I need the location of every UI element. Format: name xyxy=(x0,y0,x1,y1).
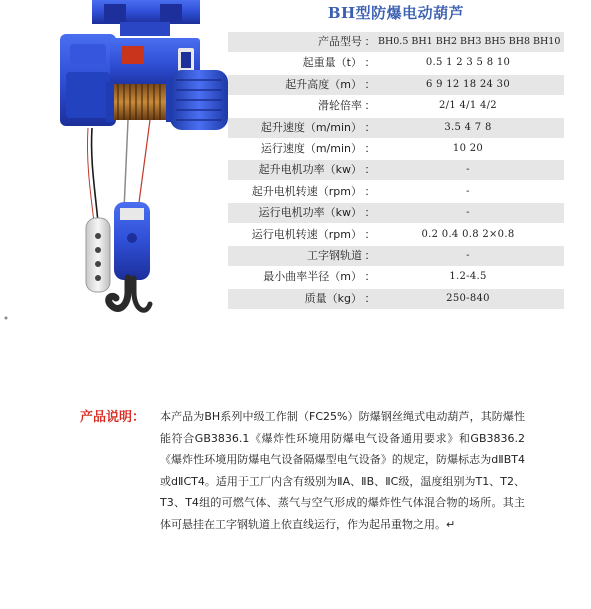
wire-rope xyxy=(124,120,128,210)
spec-label: 运行电机功率（kw） xyxy=(258,206,362,220)
description-label: 产品说明： xyxy=(80,410,146,425)
spec-value: 2/1 4/1 4/2 xyxy=(439,100,497,112)
spec-separator: ： xyxy=(364,56,376,70)
spec-label: 起升速度（m/min） xyxy=(260,120,362,134)
spec-separator: ： xyxy=(364,120,376,134)
spec-value: 250-840 xyxy=(446,292,490,304)
spec-row xyxy=(228,289,564,309)
spec-label: 起升电机功率（kw） xyxy=(258,163,362,177)
spec-value: 3.5 4 7 8 xyxy=(444,121,492,133)
spec-value: 1.2-4.5 xyxy=(449,271,487,283)
spec-row xyxy=(228,203,564,223)
spec-label: 起升电机转速（rpm） xyxy=(251,184,362,198)
spec-separator: ： xyxy=(364,141,376,155)
spec-separator: ： xyxy=(364,227,376,241)
spec-label: 滑轮倍率 xyxy=(318,99,362,113)
hoist-product-image xyxy=(0,0,232,330)
spec-row xyxy=(228,32,564,52)
spec-label: 产品型号 xyxy=(318,35,362,48)
spec-label: 最小曲率半径（m） xyxy=(263,270,362,284)
spec-row xyxy=(228,182,564,202)
spec-value: - xyxy=(466,164,470,176)
spec-row xyxy=(228,267,564,287)
spec-label: 起重量（t） xyxy=(302,56,362,70)
spec-value: 6 9 12 18 24 30 xyxy=(425,78,511,90)
description-text: 本产品为BH系列中级工作制（FC25%）防爆钢丝绳式电动葫芦，其防爆性能符合GB3836.1《爆炸性环境用防爆电气设备通用要求》和GB3836.2《爆炸性环境用防爆电气设备隔爆型电气设备》的规定，防爆标志为dⅡBT4或dⅡCT4。适用于工厂内含有级别为ⅡA、ⅡB、ⅡC级，温度组别为T1、T2、T3、T4组的可燃气体、蒸气与空气形成的爆炸性气体混合物的场所。其主体可悬挂在工字钢轨道上依直线运行，作为起吊重物之用。↵ xyxy=(160,410,525,531)
spec-separator: ： xyxy=(364,270,376,284)
spec-row xyxy=(228,139,564,159)
spec-separator: ： xyxy=(364,77,376,91)
spec-row xyxy=(228,160,564,180)
spec-row xyxy=(228,246,564,266)
spec-separator: ： xyxy=(364,163,376,177)
spec-label: 质量（kg） xyxy=(304,291,362,305)
spec-value: - xyxy=(466,249,470,261)
spec-row xyxy=(228,96,564,116)
spec-value: - xyxy=(466,207,470,219)
spec-separator: ： xyxy=(364,35,376,48)
spec-value: 10 20 xyxy=(452,142,484,154)
spec-label: 工字钢轨道 xyxy=(307,248,362,262)
spec-row xyxy=(228,53,564,73)
spec-separator: ： xyxy=(364,206,376,220)
spec-value: 0.5 1 2 3 5 8 10 xyxy=(425,57,511,69)
spec-separator: ： xyxy=(364,99,376,113)
spec-separator: ： xyxy=(364,184,376,198)
spec-separator: ： xyxy=(364,248,376,262)
spec-label: 运行电机转速（rpm） xyxy=(251,227,362,241)
lifting-hook xyxy=(109,278,128,308)
spec-label: 起升高度（m） xyxy=(285,77,362,91)
spec-value: - xyxy=(466,185,470,197)
spec-row xyxy=(228,75,564,95)
spec-separator: ： xyxy=(364,291,376,305)
spec-label: 运行速度（m/min） xyxy=(260,141,362,155)
page-title: BH型防爆电动葫芦 xyxy=(327,4,465,22)
spec-row xyxy=(228,225,564,245)
spec-value: 0.2 0.4 0.8 2×0.8 xyxy=(421,228,515,240)
spec-row xyxy=(228,118,564,138)
spec-table xyxy=(228,32,564,310)
spec-value: BH0.5 BH1 BH2 BH3 BH5 BH8 BH10 xyxy=(378,36,561,47)
